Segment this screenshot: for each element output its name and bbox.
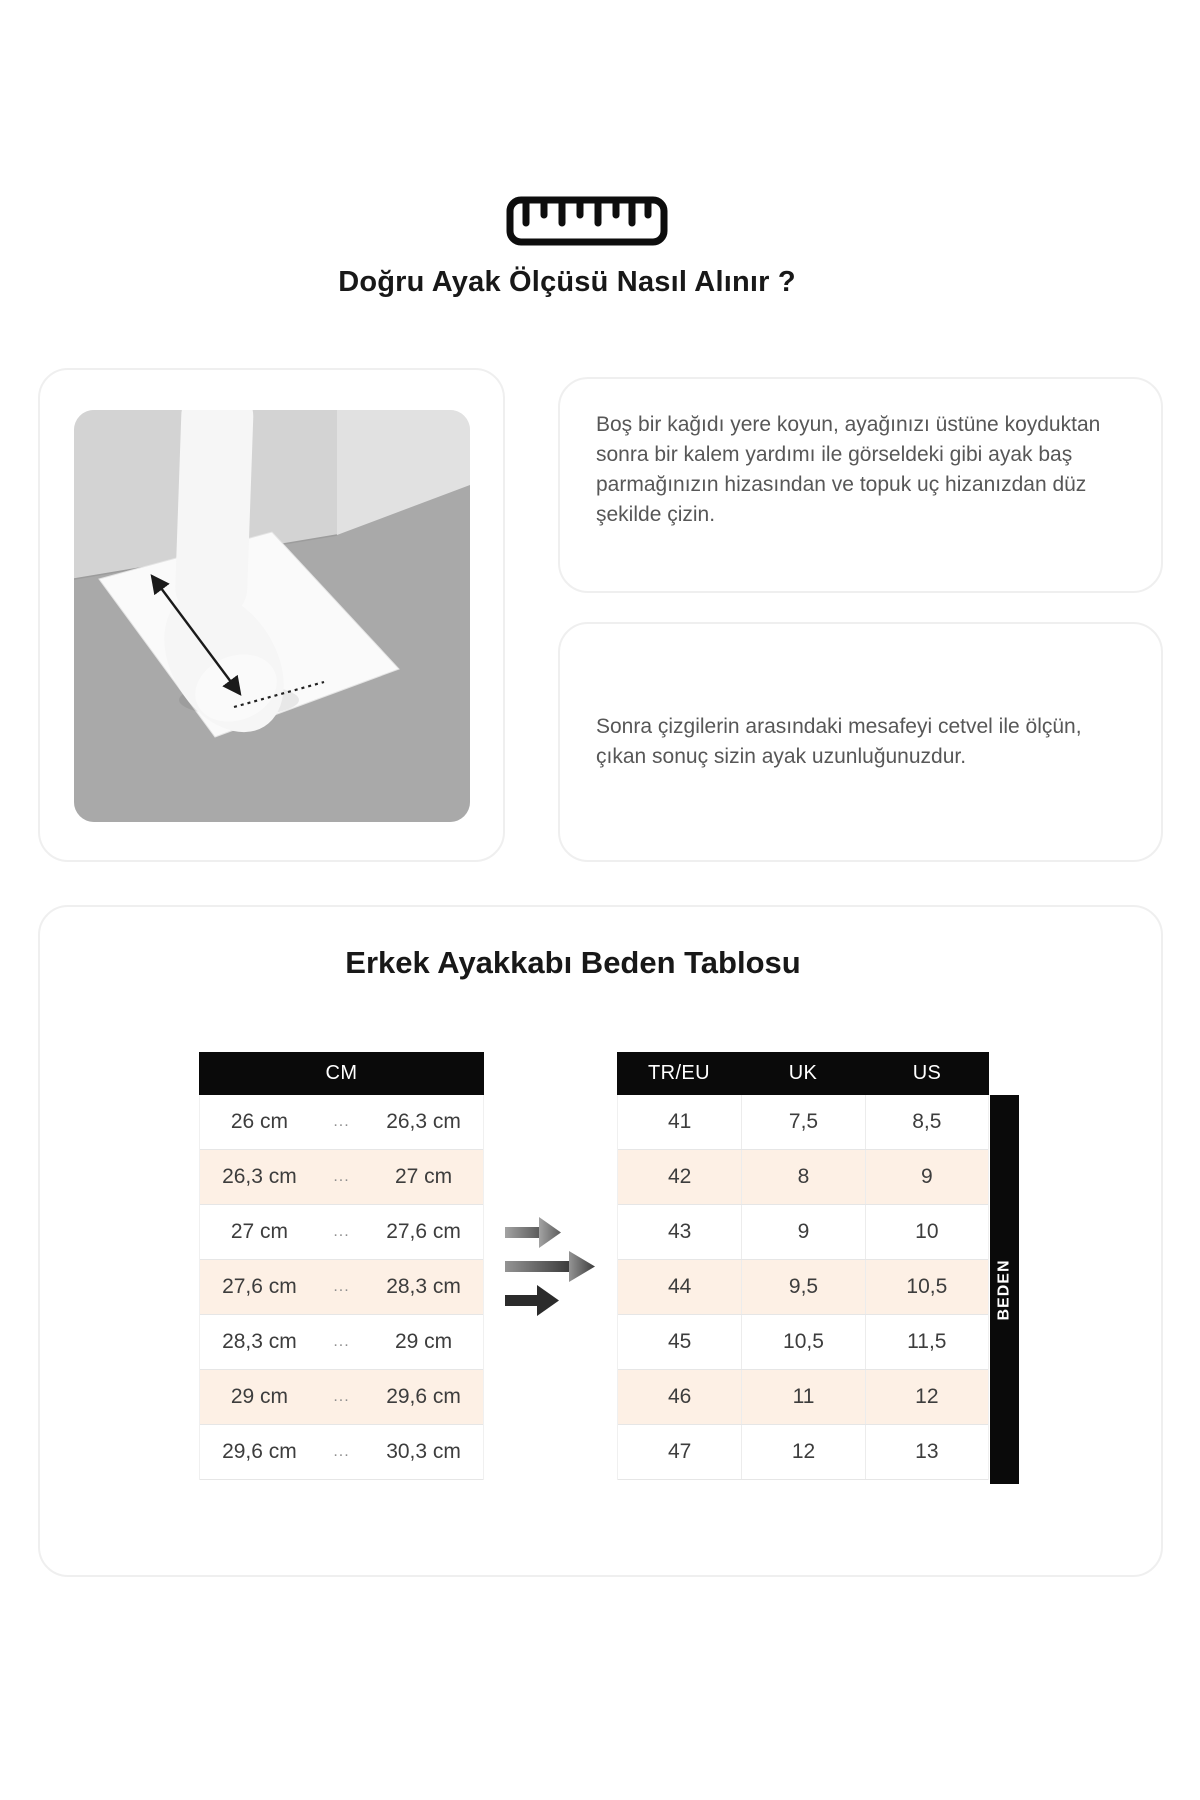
cm-table-row xyxy=(200,1095,483,1150)
size-cell-uk: 12 xyxy=(741,1425,864,1479)
dots-separator: ... xyxy=(333,1223,350,1240)
cm-value-from: 26,3 cm xyxy=(222,1165,297,1188)
size-cell-uk: 10,5 xyxy=(741,1315,864,1369)
instruction-step1-text: Boş bir kağıdı yere koyun, ayağınızı üstüne koyduktan sonra bir kalem yardımı ile görseldeki gibi ayak baş parmağınızın hizasından ve topuk uç hizanızdan düz şekilde çizin. xyxy=(596,413,1101,526)
cm-value-from: 27,6 cm xyxy=(222,1275,297,1298)
size-cell-us: 11,5 xyxy=(865,1315,988,1369)
dots-separator: ... xyxy=(333,1168,350,1185)
beden-side-label-text: BEDEN xyxy=(995,1258,1013,1321)
cm-value-from: 29,6 cm xyxy=(222,1440,297,1463)
cm-table-row xyxy=(200,1205,483,1260)
dots-separator: ... xyxy=(333,1278,350,1295)
size-table xyxy=(617,1052,989,1480)
beden-side-label xyxy=(990,1095,1019,1484)
dots-separator: ... xyxy=(333,1443,350,1460)
page-title: Doğru Ayak Ölçüsü Nasıl Alınır ? xyxy=(338,266,796,298)
size-cell-uk: 8 xyxy=(741,1150,864,1204)
size-table-row xyxy=(618,1260,988,1315)
cm-value-to: 26,3 cm xyxy=(386,1110,461,1133)
size-cell-us: 10,5 xyxy=(865,1260,988,1314)
dots-separator: ... xyxy=(333,1388,350,1405)
cm-value-from: 28,3 cm xyxy=(222,1330,297,1353)
size-table-row xyxy=(618,1370,988,1425)
size-table-header-tr-eu: TR/EU xyxy=(648,1062,710,1084)
size-table-row xyxy=(618,1095,988,1150)
size-cell-uk: 9,5 xyxy=(741,1260,864,1314)
dots-separator: ... xyxy=(333,1113,350,1130)
size-cell-tr-eu: 47 xyxy=(667,1440,692,1463)
dots-separator: ... xyxy=(333,1333,350,1350)
cm-value-to: 28,3 cm xyxy=(386,1275,461,1298)
size-cell-us: 12 xyxy=(865,1370,988,1424)
size-table-row xyxy=(618,1425,988,1480)
instruction-step2-text: Sonra çizgilerin arasındaki mesafeyi cetvel ile ölçün, çıkan sonuç sizin ayak uzunluğunuzdur. xyxy=(596,715,1082,768)
size-table-row xyxy=(618,1205,988,1260)
size-cell-tr-eu: 43 xyxy=(667,1220,692,1243)
cm-table-header: CM xyxy=(199,1052,484,1095)
size-table-row xyxy=(618,1150,988,1205)
cm-table-row xyxy=(200,1260,483,1315)
cm-table-body xyxy=(199,1095,484,1480)
size-cell-tr-eu: 45 xyxy=(667,1330,692,1353)
cm-value-to: 27 cm xyxy=(394,1165,453,1188)
size-table-body xyxy=(617,1095,989,1480)
size-cell-us: 8,5 xyxy=(865,1095,988,1149)
cm-value-to: 29,6 cm xyxy=(386,1385,461,1408)
size-cell-us: 13 xyxy=(865,1425,988,1479)
instruction-box-2 xyxy=(558,622,1163,862)
ruler-icon xyxy=(506,196,668,246)
size-cell-tr-eu: 42 xyxy=(667,1165,692,1188)
measurement-photo-card xyxy=(38,368,505,862)
size-cell-uk: 7,5 xyxy=(741,1095,864,1149)
size-table-header-us: US xyxy=(912,1062,942,1084)
cm-table-row xyxy=(200,1315,483,1370)
cm-table-row xyxy=(200,1150,483,1205)
transfer-arrows-icon xyxy=(505,1215,603,1317)
cm-value-to: 30,3 cm xyxy=(386,1440,461,1463)
instruction-box-1 xyxy=(558,377,1163,593)
cm-table-row xyxy=(200,1370,483,1425)
cm-value-to: 29 cm xyxy=(394,1330,453,1353)
cm-table-row xyxy=(200,1425,483,1480)
cm-value-from: 29 cm xyxy=(230,1385,289,1408)
size-cell-tr-eu: 46 xyxy=(667,1385,692,1408)
size-cell-uk: 11 xyxy=(741,1370,864,1424)
cm-value-from: 27 cm xyxy=(230,1220,289,1243)
cm-value-from: 26 cm xyxy=(230,1110,289,1133)
size-cell-us: 10 xyxy=(865,1205,988,1259)
foot-measurement-photo xyxy=(74,410,470,822)
size-table-header-uk: UK xyxy=(788,1062,818,1084)
foot-on-paper-illustration xyxy=(74,410,470,822)
size-cell-uk: 9 xyxy=(741,1205,864,1259)
cm-table xyxy=(199,1052,484,1480)
size-table-header-row xyxy=(617,1052,989,1095)
size-cell-tr-eu: 41 xyxy=(667,1110,692,1133)
size-chart-card xyxy=(38,905,1163,1577)
size-cell-tr-eu: 44 xyxy=(667,1275,692,1298)
size-chart-title: Erkek Ayakkabı Beden Tablosu xyxy=(345,945,801,980)
ruler-icon-svg xyxy=(506,196,668,246)
size-cell-us: 9 xyxy=(865,1150,988,1204)
cm-value-to: 27,6 cm xyxy=(386,1220,461,1243)
size-table-row xyxy=(618,1315,988,1370)
